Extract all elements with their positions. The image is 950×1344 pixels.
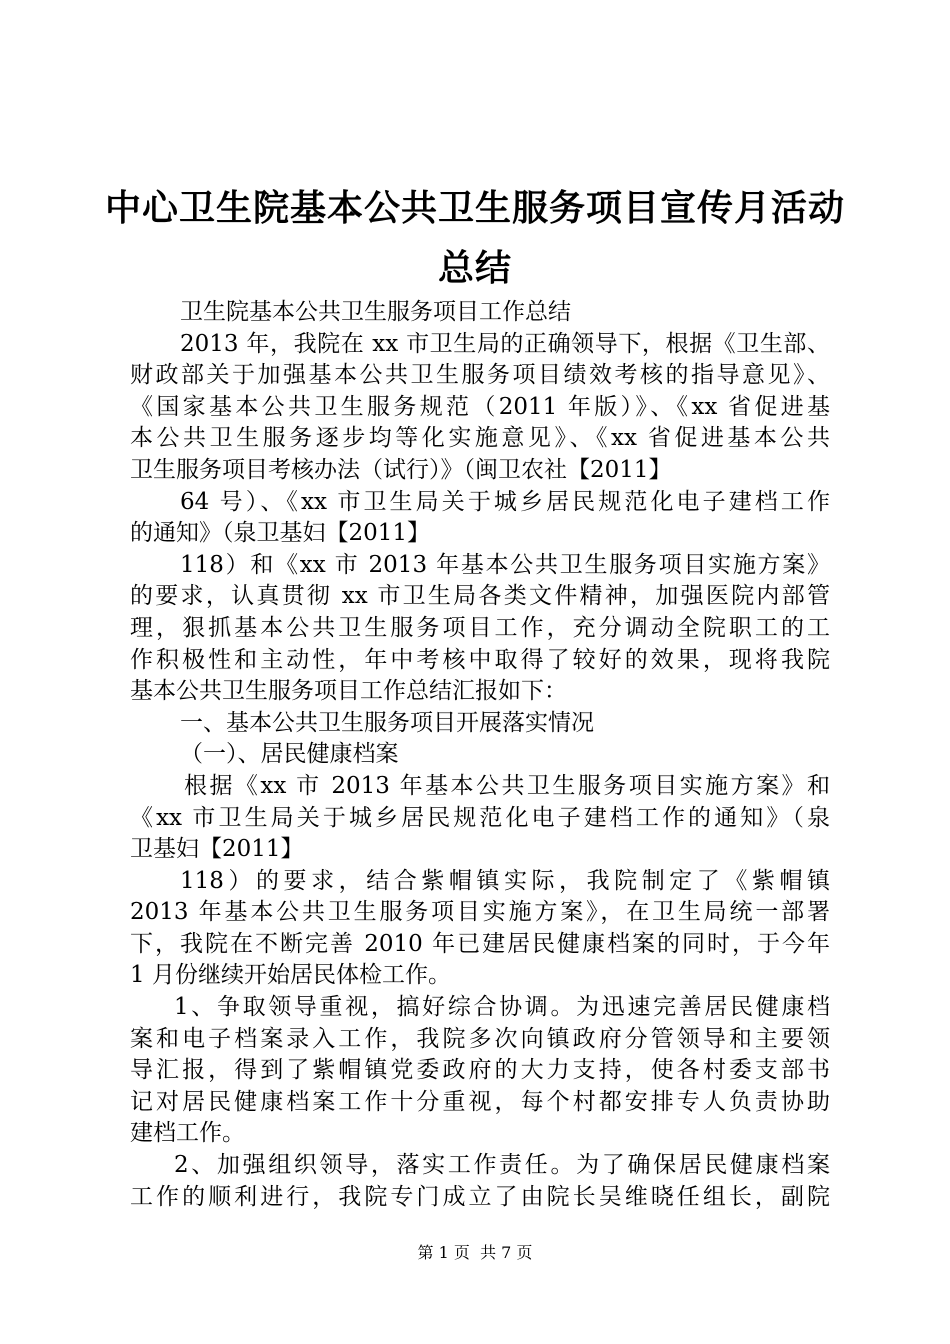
body-line: 1、争取领导重视，搞好综合协调。为迅速完善居民健康档	[174, 994, 830, 1021]
body-line: 下，我院在不断完善 2010 年已建居民健康档案的同时，于今年	[130, 930, 830, 957]
body-line: 《国家基本公共卫生服务规范（2011 年版）》、《xx 省促进基	[130, 393, 830, 420]
document-title-line-1: 中心卫生院基本公共卫生服务项目宣传月活动	[104, 188, 845, 229]
body-line: 118）和《xx 市 2013 年基本公共卫生服务项目实施方案》	[180, 551, 830, 578]
body-line: 64 号）、《xx 市卫生局关于城乡居民规范化电子建档工作	[180, 488, 830, 515]
body-line: 记对居民健康档案工作十分重视，每个村都安排专人负责协助	[130, 1088, 830, 1115]
page-footer: 第 1 页 共 7 页	[417, 1243, 533, 1262]
subtitle-line: 卫生院基本公共卫生服务项目工作总结	[180, 299, 571, 325]
body-line: 根据《xx 市 2013 年基本公共卫生服务项目实施方案》和	[184, 772, 830, 799]
body-line: 2013 年基本公共卫生服务项目实施方案》，在卫生局统一部署	[130, 899, 830, 926]
section-heading: 一、基本公共卫生服务项目开展落实情况	[180, 709, 594, 736]
body-line: 财政部关于加强基本公共卫生服务项目绩效考核的指导意见》、	[130, 362, 830, 389]
body-line: 理，狠抓基本公共卫生服务项目工作，充分调动全院职工的工	[130, 614, 830, 641]
body-line: 卫生服务项目考核办法（试行）》（闽卫农社【2011】	[130, 456, 672, 483]
body-line: 基本公共卫生服务项目工作总结汇报如下：	[130, 678, 567, 705]
body-line: 导汇报，得到了紫帽镇党委政府的大力支持，使各村委支部书	[130, 1057, 830, 1084]
subsection-heading: （一）、居民健康档案	[180, 741, 399, 768]
body-line: 建档工作。	[130, 1120, 245, 1147]
document-body	[130, 297, 830, 1213]
body-line: 卫基妇【2011】	[130, 836, 304, 863]
body-line: 1 月份继续开始居民体检工作。	[130, 962, 451, 989]
body-line: 的通知》（泉卫基妇【2011】	[130, 520, 431, 547]
body-line: 本公共卫生服务逐步均等化实施意见》、《xx 省促进基本公共	[130, 425, 830, 452]
body-line: 作积极性和主动性，年中考核中取得了较好的效果，现将我院	[130, 646, 830, 673]
body-line: 工作的顺利进行，我院专门成立了由院长吴维晓任组长，副院	[130, 1183, 830, 1210]
body-line: 2、加强组织领导，落实工作责任。为了确保居民健康档案	[174, 1152, 830, 1179]
body-line: 118）的要求，结合紫帽镇实际，我院制定了《紫帽镇	[180, 867, 830, 894]
document-title-line-2: 总结	[437, 248, 512, 289]
body-line: 《xx 市卫生局关于城乡居民规范化电子建档工作的通知》（泉	[130, 804, 830, 831]
body-line: 的要求，认真贯彻 xx 市卫生局各类文件精神，加强医院内部管	[130, 583, 830, 610]
body-line: 2013 年，我院在 xx 市卫生局的正确领导下，根据《卫生部、	[180, 330, 830, 357]
body-line: 案和电子档案录入工作，我院多次向镇政府分管领导和主要领	[130, 1025, 830, 1052]
